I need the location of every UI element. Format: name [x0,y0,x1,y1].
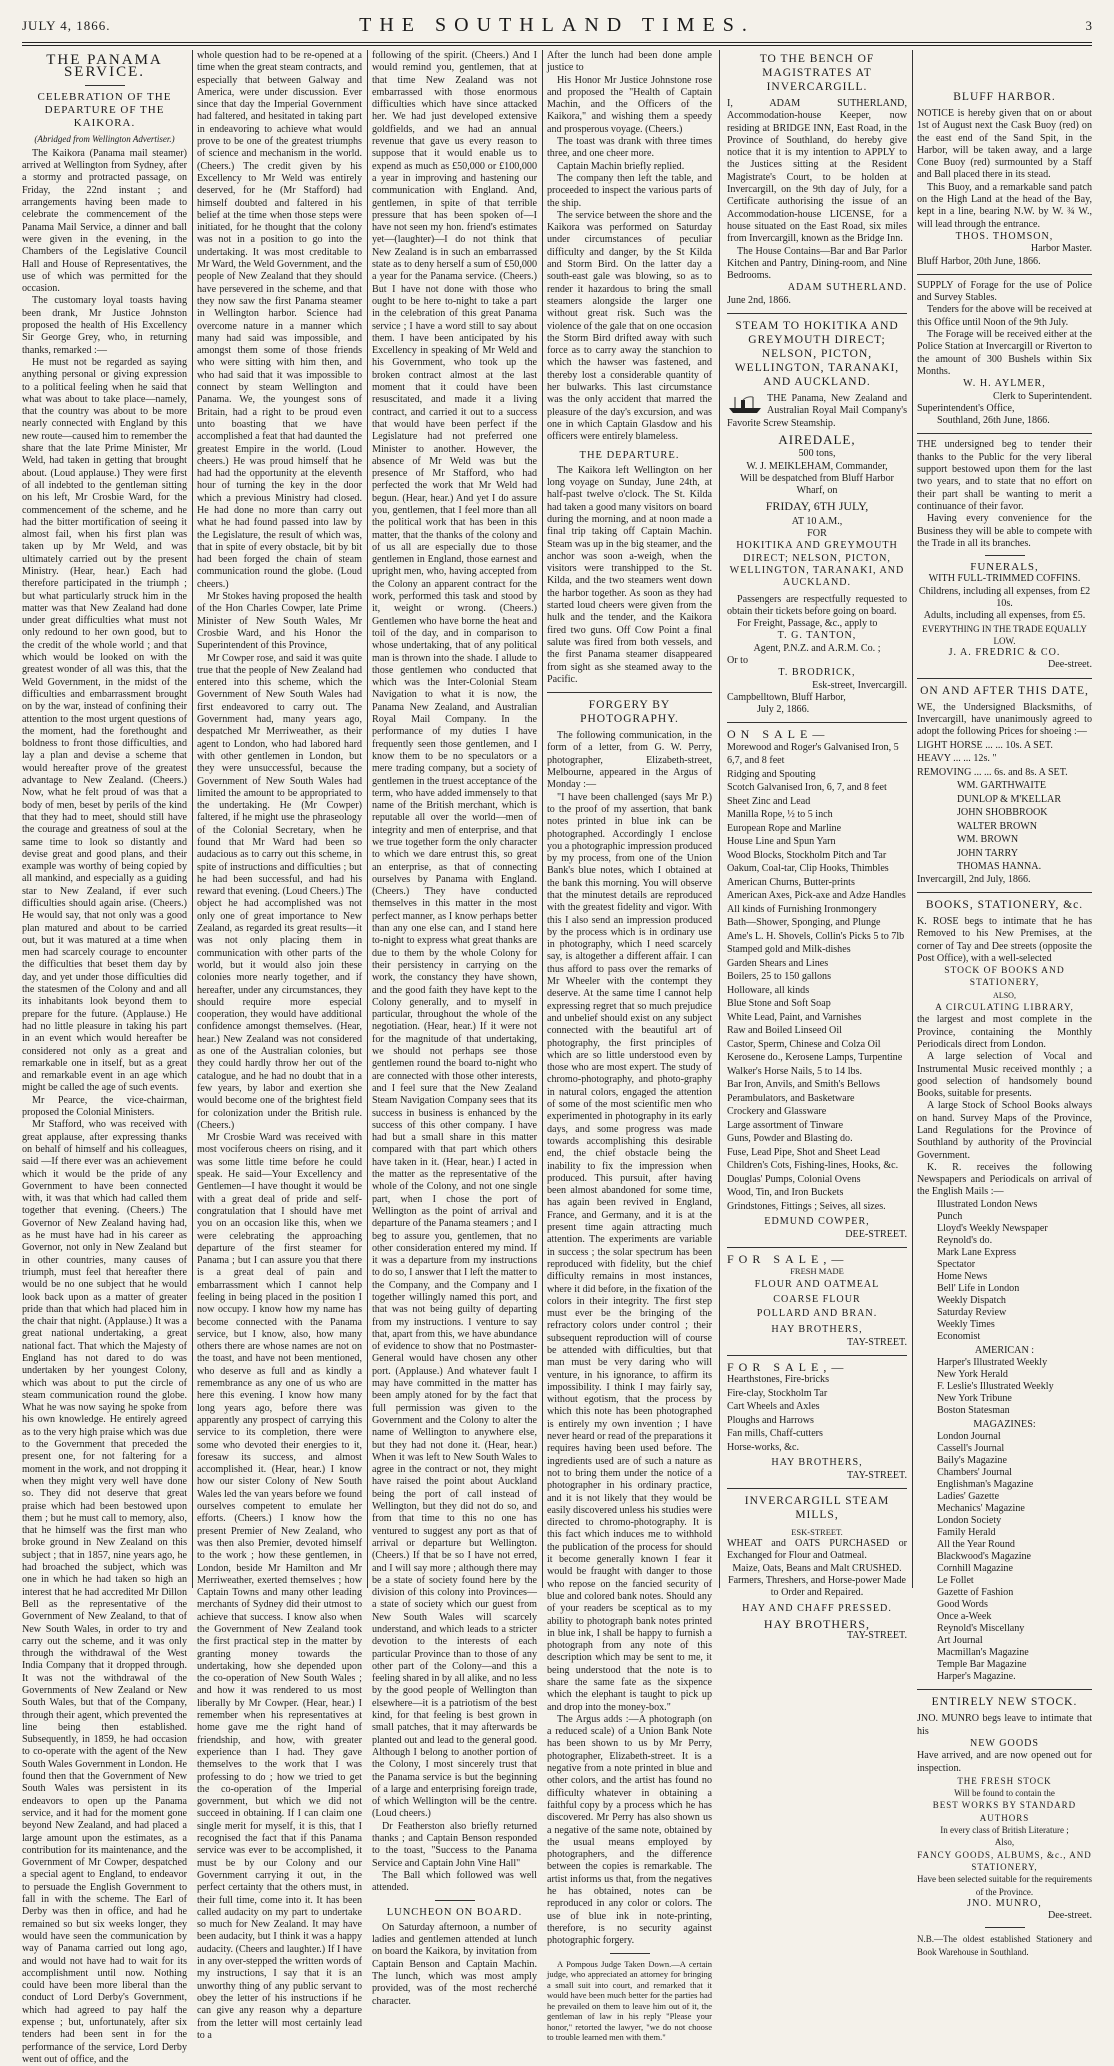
divider [985,555,1025,556]
notice-body: The House Contains—Bar and Bar Parlor Kitchen and Pantry, Dining-room, and Nine Bedrooms. [727,245,907,282]
sale-item: Boilers, 25 to 150 gallons [727,971,832,983]
article-paragraph: The Kaikora (Panama mail steamer) arrived at Wellington from Sydney, after a stormy and protracted passage, on Friday, the 22nd instant ; and arrangements having been made to celebrate the commencement of the Panama Mail Service, a dinner and ball were given in the evening, in the Chambers of the Legislative Council Hall and House of Representatives, the use of which was permitted for the occasion. [22,147,187,295]
ad-signature: HAY BROTHERS, [763,1616,871,1631]
article-paragraph: Mr Stokes having proposed the health of the Hon Charles Cowper, late Prime Minister of New South Wales, Mr Crosbie Ward, and his Honor the Superintendent of this Province, [197,591,362,652]
sale-item: Scotch Galvanised Iron, 6, 7, and 8 feet [727,782,887,794]
divider [547,692,712,693]
or-label: Or to [727,654,749,666]
ad-line: ALSO, [993,990,1016,1000]
article-paragraph: The following communication, in the form of a letter, from G. W. Perry, photographer, Elizabeth-street, Melbourne, appeared in the Argus of Monday :— [547,730,712,791]
article-paragraph: following of the spirit. (Cheers.) And I would remind you, gentlemen, that at that time New Zealand was not embarrassed with those enormous difficulties which have since attacked her. We had just developed extensive goldfields, and we had an annual revenue that gave us every reason to suppose that it would enable us to expend as much as £50,000 or £100,000 a year in improving and hastening our communication with England. And, gentlemen, in spite of that terrible pressure that has been spoken of—I have not seen my hon. friend's estimates yet—(laughter)—I do not think that New Zealand is in such an embarrassed state as to deny herself a sum of £50,000 a year for the Panama service. (Cheers.) But I have not done with those who ought to be here to-night to take a part in the celebration of this great Panama service ; I have a word still to say about them. I have been anticipated by his Excellency in speaking of Mr Weld and his Government, who took up the broken contract almost at the last moment that it could have been resuscitated, and made it a living contract, and carried it out to a success that would have been perfect if the Legislature had not preferred one Minister to another. However, the absence of Mr Weld was but the presence of Mr Stafford, who had perfected the work that Mr Weld had begun. (Hear, hear.) And yet I do assure you, gentlemen, that I feel more than all the political work that has been in this matter, that the thanks of the colony and of us all are especially due to those gentlemen in England, those earnest and upright men, who, having accepted from the Colony an apparent contract for the work, performed this task and stood by it, weight or wrong. (Cheers.) Gentlemen who have borne the heat and toil of the day, and in comparison to whose undertaking, that of any political man is thrown into the shade. I allude to those gentlemen who conducted that which was the Inter-Colonial Steam Navigation to what it is now, the Panama New Zealand, and Australian Royal Mail Company. In the performance of my duties I have frequently seen those gentlemen, and I know them to be no speculators or a mere trading company, but a society of gentlemen in the truest acceptance of the term, who have added immensely to that name of the British merchant, which is reputable all over the world—men of integrity and men of enterprise, and that we true together form the only character to which we dare entrust this, so great an enterprise, as that of connecting ourselves by Panama with England. (Cheers.) They have conducted themselves in this matter in the most perfect manner, as I know perhaps better than any one else can, and I stand here to-night to express what great thanks are due to them by the whole Colony for their persistency in carrying on the work, the constancy they have shown, and the good faith they have kept to the Colony generally, and to myself in particular, throughout the whole of the negotiation. (Hear, hear.) If it were not for the magnitude of that undertaking, we should not perhaps see those gentlemen round the board to-night who are connected with those other interests, and I feel sure that the New Zealand Steam Navigation Company sees that its success in business is enhanced by the success of this other company. I have had but a small share in this matter compared with that part which others have taken in it. (Hear, hear.) I acted in the matter as the representative of the whole of the Colony, and not one single part, when I chose the port of Wellington as the point of arrival and departure of the Panama steamers ; and I beg to assure you, gentlemen, that no other consideration entered my mind. If it was a departure from my instructions to do so, I answer that I left the matter to the Company, and the Company and I together willingly named this port, and that was not being guilty of departing from my instructions. I venture to say that, apart from this, we have abundance of evidence to show that no Postmaster-General would have chosen any other port. (Applause.) And whatever fault I may have committed in the matter has been amply atoned for by the fact that full permission was given to the Government and the Colony to alter the name of Wellington to anywhere else, but they had not done it. (Hear, hear.) When it was left to New South Wales to agree in the contract or not, they might have raised the point about Auckland being the port of call instead of Wellington, but they did not do so, and from that time to this no one has ventured to suggest any port as that of arrival or departure but Wellington. (Cheers.) If that be so I have not erred, and I will say more ; although there may be a state of society found here by the division of this colony into Provinces—a state of society which our guest from New South Wales will scarcely understand, and which leads to a stricter devotion to the interests of each particular Province than to those of any other part of the Colony—and this a feeling shared in by all alike, and no less by the good people of Wellington than elsewhere—it is a patriotism of the best kind, for that feeling is best grown in small patches, that it may afterwards be planted out and lead to the general good. Although I belong to another portion of the Colony, I most sincerely trust that the Panama service is but the beginning of a large and enterprising foreign trade, of which Wellington will be the centre. (Loud cheers.) [372,50,537,1820]
ad-address: TAY-STREET. [846,1336,907,1348]
sale-item: Ridging and Spouting [727,768,816,780]
american-paper-item: Harper's Illustrated Weekly [937,1357,1048,1369]
ad-heading: FUNERALS, [970,561,1039,574]
freight-note: For Freight, Passage, &c., apply to [737,618,878,630]
divider [727,313,907,314]
sale-item: Kerosene do., Kerosene Lamps, Turpentine [727,1052,903,1064]
sale-item: Bar Iron, Anvils, and Smith's Bellows [727,1079,880,1091]
ad-address: TAY-STREET. [846,1630,907,1642]
newspaper-title-item: Lloyd's Weekly Newspaper [937,1222,1048,1234]
sale-item: House Line and Spun Yarn [727,836,836,848]
list-heading: AMERICAN : [974,1344,1035,1356]
ad-signature: J. A. FREDRIC & CO. [948,647,1061,659]
magazine-item: Chambers' Journal [937,1467,1012,1479]
sale-item: Oakum, Coal-tar, Clip Hooks, Thimbles [727,863,889,875]
issue-date: JULY 4, 1866. [22,18,111,33]
sale-item: Large assortment of Tinware [727,1119,844,1131]
notice-body: I, ADAM SUTHERLAND, Accommodation-house Keeper, now residing at BRIDGE INN, East Road, in the Province of Southland, do hereby give notice that it is my intention to APPLY to the Justices sitting at the Resident Magistrate's Court, to be holden at Invercargill, on the 9th day of July, for a Certificate authorising the issue of an Accommodation-house LICENSE, for a house situated on the East Road, six miles from Invercargill, known as the Bridge Inn. [727,98,907,245]
ad-line: EVERYTHING IN THE TRADE EQUALLY LOW. [922,623,1087,646]
magazine-item: Mechanics' Magazine [937,1503,1025,1515]
ad-line: FANCY GOODS, ALBUMS, &c., AND STATIONERY, [917,1849,1092,1872]
magazine-item: Gazette of Fashion [937,1587,1014,1599]
notice-body: The Forage will be received either at the Police Station at Invercargill or Riverton to the amount of 300 Bushels within Six Months. [917,329,1092,377]
divider [917,678,1092,679]
sale-item: Hearthstones, Fire-bricks [727,1374,830,1386]
divider [917,433,1092,434]
ad-date: Invercargill, 2nd July, 1866. [917,873,1031,885]
newspaper-title: THE SOUTHLAND TIMES. [359,14,755,36]
destinations: HOKITIKA AND GREYMOUTH DIRECT; NELSON, PICTON, WELLINGTON, TARANAKI, AND AUCKLAND. [729,540,905,589]
newspaper-title-item: Spectator [937,1258,976,1270]
divider [610,1953,650,1954]
column-1 [22,50,187,2065]
notice-signature: THOS. THOMSON, [955,230,1054,242]
notice-place: Superintendent's Office, [917,402,1015,414]
ad-body: K. R. receives the following Newspapers and Periodicals on arrival of the English Mails :— [917,1161,1092,1198]
article-paragraph: His Honor Mr Justice Johnstone rose and proposed the "Health of Captain Machin, and the Officers of the Kaikora," and wishing them a speedy and prosperous voyage. (Cheers.) [547,74,712,135]
signatory-name: WALTER BROWN [957,820,1038,832]
newspaper-title-item: Home News [937,1270,988,1282]
signatory-list [917,779,1092,874]
newspaper-title-item: Weekly Dispatch [937,1294,1006,1306]
divider [917,274,1092,275]
magazine-item: Temple Bar Magazine [937,1659,1027,1671]
sale-item: Blue Stone and Soft Soap [727,998,831,1010]
ad-line: Childrens, including all expenses, from £2 10s. [918,585,1091,609]
for-label: FOR [807,528,827,540]
price-row: HEAVY ... ... 12s. " [917,753,997,765]
column-rule [367,50,368,1588]
divider [917,1689,1092,1690]
steamship-icon [727,395,763,415]
ad-line: NEW GOODS [969,1737,1040,1749]
ad-line: In every class of British Literature ; [940,1825,1069,1836]
agent-name: T. BRODRICK, [778,667,856,679]
price-list [917,739,1092,780]
magazine-item: Once a-Week [937,1611,992,1623]
footnote: A Pompous Judge Taken Down.—A certain judge, who appreciated an attorney for bringing a small suit into court, and remarked that it would have been much better for the parties had he prevailed on them to leave him out of it, the gentleman of law in his reply "Please your honor," retorted the lawyer, "we do not choose to trouble learned men with them." [547,1958,712,2043]
article-subheading: CELEBRATION OF THE DEPARTURE OF THE KAIKORA. [37,90,172,129]
newspaper-list [917,1199,1092,1343]
notice-heading: TO THE BENCH OF MAGISTRATES AT INVERCARGILL. [759,53,875,93]
section-heading: THE DEPARTURE. [579,449,680,461]
article-paragraph: After the lunch had been done ample justice to [547,50,712,74]
newspaper-title-item: Bell' Life in London [937,1282,1020,1294]
ad-line: Adults, including all expenses, from £5. [923,610,1086,622]
ship-tonnage: 500 tons, [798,448,836,460]
notice-body: Having every convenience for the Business they will be able to compete with the Trade in all its branches. [917,513,1092,549]
sale-item: Bath—Shower, Sponging, and Plunge [727,917,881,929]
column-rule [719,50,720,1588]
ad-date: July 2, 1866. [757,704,810,716]
article-paragraph: He must not be regarded as saying anything personal or giving expression to a political feeling when he said that what was about to take place—namely, that the country was about to be more nearly connected with England by this new route—caused him to remember the share that the late Prime Minister, Mr Weld, had taken in getting that brought about. (Loud applause.) They were first of all indebted to the gentleman sitting on his left, Mr Crosbie Ward, for the commencement of the scheme, and he had the bitter mortification of seeing it almost fail, when his first plan was taken up by Mr Weld, and was ultimately carried out by the present Ministry. (Hear, hear.) Each had therefore participated in the triumph ; but what particularly struck him in the matter was that New Zealand had done under great difficulties what must not only redound to her own good, but to the credit of the whole world ; and that which would be looked on with the greatest wonder of all was this, that the Weld Government, in the midst of the difficulties and embarrassment brought on by the war, instead of confining their attention to the most urgent questions of the moment, had the forethought and boldness to front those difficulties, and lay a plan and devise a scheme that would hereafter prove of the greatest advantage to New Zealand. (Cheers.) Now, what he felt proud of was that a body of men, beset by perils of the kind that they had to meet, should still have the courage and greatness of soul at the same time to look so distantly and devise great and good plans, and their example was worthy of being copied by all mankind, and especially as a guiding star to New Zealand, if ever such difficulties should again arise. (Cheers.) He would say, that not only was a good plan matured and about to be carried out, but it was matured at a time when men had scarcely courage to encounter the difficulties that beset them day by day, and yet under those difficulties did the statesmen of the Colony and and all its inhabitants look beyond them to prepare for the future. (Applause.) He had no little pleasure in taking his part in an event which would hereafter be considered not only as a great and remarkable one in itself, but as a great and remarkable event in an age which might be called the age of such events. [22,356,187,1094]
column-3 [372,50,537,2007]
notice-date: Southland, 26th June, 1866. [937,415,1050,427]
article-paragraph: The company then left the table, and proceeded to inspect the various parts of the ship. [547,172,712,209]
sale-item: American Churns, Butter-prints [727,876,855,888]
article-paragraph: The Ball which followed was well attended. [372,1869,537,1894]
magazine-item: Family Herald [937,1527,996,1539]
magazine-item: Englishman's Magazine [937,1479,1034,1491]
ad-line: A CIRCULATING LIBRARY, [935,1003,1074,1014]
article-paragraph: Mr Stafford, who was received with great applause, after expressing thanks on behalf of himself and his colleagues, said —If there ever was an achievement which it would be the pride of any Government to have been connected with, it was that which had called them together that evening. (Cheers.) The Governor of New Zealand having had, as he must have had in his career as Governor, not only in New Zealand but in other countries, many causes of triumph, must feel that hereafter there would be no one subject that he would look back upon as a matter of greater pride than that which had placed him in the chair that night. (Applause.) It was a great national undertaking, a great national fact. That which the Majesty of England has not dared to do was undertaken by her youngest Colony, which was about to put the circle of steam communication round the globe. What he was now saying he spoke from his own knowledge. He entirely agreed as to the very high praise which was due to the Government that preceded the present one, for not faltering for a moment in the work, and not dropping it when they might very well have done so. They did not deserve that great praise which had been bestowed upon them ; but he must call to memory, also, that he himself was the first man who broke ground in New Zealand on this subject ; that in 1857, nine years ago, he had broached the subject, which was one in which he had taken so high an interest that he had accredited Mr Dillon Bell as the representative of the Government of New Zealand, to that of New South Wales, in order to try and carry out the scheme, and it was only through the withdrawal of the West India Company that it dropped through. It was not the withdrawal of the Governments of New Zealand or New South Wales, but that of the Company, through their agent, which prevented the line being then established. Subsequently, in 1859, he had occasion to co-operate with the agent of the New South Wales Government in London. He found then that the Government of New South Wales was persistent in its endeavors to open up the Panama service, and it had for the moment gone beyond New Zealand, and had placed a large amount upon the estimates, as a contribution for its maintenance, and the Government of Mr Cowper, despatched a special agent to England, to endeavor to persuade the English Government to fall in with the scheme. The Earl of Derby was then in office, and had he remained so but six weeks longer, they would have seen the communication by way of Panama carried out long ago, and would not have had to wait for its accomplishment until now. Nothing could have been more liberal than the conduct of Lord Derby's Government, which had agreed to pay half the expense ; but, unfortunately, after six tenders had been sent in for the performance of the service, Lord Derby went out of office, and the [22,1119,187,2065]
agent-address: Esk-street, Invercargill. [812,679,907,691]
sale-item-list [727,1373,907,1454]
divider [917,892,1092,893]
article-paragraph: Mr Pearce, the vice-chairman, proposed the Colonial Ministers. [22,1094,187,1119]
column-rule [912,50,913,1588]
sale-item: Morewood and Roger's Galvanised Iron, 5 6,7, and 8 feet [727,741,899,767]
notice-date: June 2nd, 1866. [727,294,791,306]
sale-item: Guns, Powder and Blasting do. [727,1133,853,1145]
ad-body: A large Stock of School Books always on hand. Survey Maps of the Province, Land Regulations for the Province of Southland by authority of the Provincial Government. [917,1100,1092,1161]
sale-item: Cart Wheels and Axles [727,1401,820,1413]
sale-item: Wood, Tin, and Iron Buckets [727,1187,844,1199]
magazine-item: Reynold's Miscellany [937,1623,1025,1635]
article-paragraph: "I have been challenged (says Mr P.) to the proof of my assertion, that bank notes printed in blue ink can be photographed. Accordingly I enclose you a photographic impression produced by my process, from one of the Union Bank's blue notes, which I obtained at the bank this morning. You will observe that the minutest details are reproduced with the greatest fidelity and vigor. With this I also send an impression produced by the process which is in ordinary use in photography, which I need scarcely say, is altogether a different affair. I can thus afford to pass over the remarks of Mr Wheeler with the contempt they deserve. At the same time I cannot help expressing regret that so much prejudice and unbelief should exist on any subject connected with the beautiful art of photography, the first principles of which are so little understood even by those who are most expert. The study of chromo-photography, and photo-graphy in natural colors, engaged the attention of some of the most scientific men who experimented in photography in its early days, and some progress was made towards accomplishing this desirable end, the chief obstacle being the inability to fix the impression when produced. This pursuit, after having been almost abandoned for some time, has again been revived in England, France, and Germany, and it is at the present time again attracting much attention. The experiments are variable in success ; the solar spectrum has been reproduced with fidelity, but the chief difficulty remains in most instances, where it did before, in the fixation of the colors in their integrity. The first step must ever be the bringing of the refractory colors under control ; their subsequent reproduction will of course be attended with difficulties, but that man must be very daring who will venture, in his ignorance, to affirm its impossibility. I think I may fairly say, without egotism, that the process by which this note has been photographed is entirely my own invention ; I have never heard or read of the preparations it requires having been used before. The ingredients used are of such a nature as not to bring them under the notice of a photographer in his ordinary practice, and it is not likely that they would be easily discovered unless his studies were directed to chromo-photography. It is this fact which induces me to withhold the publication of the process for should it become generally known I fear it would be fraught with danger to those who repose on the fancied security of blue and colored bank notes. Should any of your readers be sceptical as to my ability to photograph bank notes printed in blue ink, I shall be happy to furnish a photograph from any note of this description which may be sent to me, it being understood that the note is to share the same fate as the sixpence which the elephant is taught to pick up and drop into the money-box." [547,791,712,1713]
column-2 [197,50,362,2041]
ad-line: Will be found to contain the [954,1788,1055,1799]
steamer-intro: THE Panama, New Zealand and Australian Royal Mail Company's Favorite Screw Steamship. [727,393,907,429]
article-paragraph: The Argus adds :—A photograph (on a reduced scale) of a Union Bank Note has been shown to us by Mr Perry, photographer, Elizabeth-street. It is a negative from a note printed in blue and other colors, and the artist has found no difficulty whatever in obtaining a faithful copy by a process which he has discovered. Mr Perry has also shown us a negative of the same note, obtained by the usual means employed by photographers, and the difference between the copies is remarkable. The artist informs us that, from the negatives he has obtained, notes can be reproduced in any color or colors. The use of blue ink in note-printing, therefore, is no security against photographic forgery. [547,1713,712,1947]
divider [985,1927,1025,1928]
sale-heading: FOR SALE,— [727,1359,849,1374]
signatory-name: JOHN SHOBBROOK [957,807,1048,819]
magazine-item: London Society [937,1515,1002,1527]
signatory-name: WM. GARTHWAITE [957,780,1047,792]
notice-title: Harbor Master. [1030,243,1092,255]
sale-sub: FRESH MADE [790,1266,844,1277]
sale-item: Garden Shears and Lines [727,957,829,969]
notice-date: Bluff Harbor, 20th June, 1866. [917,255,1041,267]
ad-line: THE FRESH STOCK [957,1775,1052,1786]
ad-signature: HAY BROTHERS, [771,1324,863,1336]
sale-item: Sheet Zinc and Lead [727,795,811,807]
notice-signature: W. H. AYLMER, [963,378,1046,390]
agent-name: T. G. TANTON, [777,630,857,642]
ad-place: Campbelltown, Bluff Harbor, [727,691,846,703]
ship-name: AIREDALE, [778,431,856,447]
divider [727,1247,907,1248]
ad-address: TAY-STREET. [846,1469,907,1481]
article-paragraph: On Saturday afternoon, a number of ladies and gentlemen attended at lunch on board the Kaikora, by invitation from Captain Benson and Captain Machin. The lunch, which was most amply provided, was of the most recherché character. [372,1921,537,2007]
signatory-name: JOHN TARRY [957,847,1018,859]
ad-signature: EDMUND COWPER, [764,1216,870,1228]
sale-line: POLLARD AND BRAN. [756,1308,878,1320]
ad-line: BEST WORKS BY STANDARD AUTHORS [932,1800,1077,1823]
ad-heading: ON AND AFTER THIS DATE, [920,684,1089,697]
newspaper-title-item: Illustrated London News [937,1198,1038,1210]
notice-heading: BLUFF HARBOR. [953,91,1056,103]
article-paragraph: The toast was drank with three times three, and one cheer more. [547,136,712,160]
sale-heading: FOR SALE,— [727,1251,849,1266]
ad-address: DEE-STREET. [845,1228,907,1240]
sale-item: Fan mills, Chaff-cutters [727,1428,823,1440]
american-paper-item: Boston Statesman [937,1405,1010,1417]
divider [435,1900,475,1901]
newspaper-title-item: Mark Lane Express [937,1246,1017,1258]
divider [727,1355,907,1356]
article-paragraph: whole question had to be re-opened at a time when the great steam contracts, and especially that between Galway and America, were under discussion. Ever since that day the Imperial Government had faltered, and hesitated in taking part in endeavoring to achieve what would prove to be one of the greatest triumphs of science and mechanism in the world. (Cheers.) The credit given by his Excellency to Mr Weld was entirely deserved, for he (Mr Stafford) had himself doubted and faltered in his belief at the time when those steps were initiated, for he thought that the colony was not in a position to go into the undertaking. It was most creditable to Mr Ward, the Weld Government, and the people of New Zealand that they should have persevered in the scheme, and that they now saw the first Panama steamer in Wellington harbor. Science had overcome nature in a manner which many had said was impossible, and amongst them some of those friends who were sitting with him then, and who had said that it was impossible to connect by steam Wellington and Panama. We, the youngest sons of Britain, had a right to be proud even unto boasting that we have accomplished a feat that had daunted the greatest Empire in the world. (Loud cheers.) He was proud himself that he had had the opportunity at the eleventh hour of turning the key in the door which a previous Ministry had closed. He had done no more than carry out what he had found passed into law by the Legislature, the result of which was, that in spite of every obstacle, bit by bit had been forged the chain of steam communication round the globe. (Loud cheers.) [197,50,362,590]
notice-body: THE undersigned beg to tender their thanks to the Public for the very liberal support bestowed upon them for the last two years, and to state that no effort on their part shall be wanting to merit a continuance of their favor. [917,439,1092,512]
american-paper-item: New York Tribune [937,1393,1012,1405]
newspaper-title-item: Punch [937,1210,963,1222]
newspaper-title-item: Economist [937,1330,981,1342]
sale-item: Wood Blocks, Stockholm Pitch and Tar [727,849,887,861]
article-paragraph: Mr Cowper rose, and said it was quite true that the people of New Zealand had entered into this scheme, which the Government of New South Wales had first endeavored to carry out. The Government had, many years ago, despatched Mr Merriweather, as their agent to London, who had labored hard with other gentlemen in London, but they were unsuccessful, because the Government of New South Wales had limited the amount to be appropriated to the undertaking. He (Mr Cowper) faltered, if he might use the phraseology of the Colonial Secretary, when he found that Mr Ward had been so audacious as to carry out this scheme, in spite of instructions and difficulties ; but he had been successful, and had his reward that evening. (Loud Cheers.) The object he had accomplished was not only one of great importance to New Zealand, as regarded its great results—it was not only placing them in communication with other parts of the world, but it would also join these colonies more nearly together, and if hereafter, under any circumstances, they should require more especial cooperation, they would have additional confidence amongst themselves. (Hear, hear.) New Zealand was not considered as one of the Australian colonies, but they could hardly throw her out of the catalogue, and he had no doubt that in a few years, by labor and exertion she would become one of the brightest field for colonization under the British rule. (Cheers.) [197,652,362,1131]
sale-item: Holloware, all kinds [727,984,810,996]
sale-line: COARSE FLOUR [773,1293,861,1305]
ship-commander: W. J. MEIKLEHAM, Commander, [746,460,888,472]
sale-item: American Axes, Pick-axe and Adze Handles [727,890,906,902]
sale-item: Perambulators, and Basketware [727,1092,855,1104]
sale-item: Castor, Sperm, Chinese and Colza Oil [727,1038,881,1050]
signatory-name: THOMAS HANNA. [957,861,1042,873]
ad-body: Have been selected suitable for the requirements of the Province. [917,1874,1092,1897]
mills-body: WHEAT and OATS PURCHASED or Exchanged for Flour and Oatmeal. [727,1538,907,1562]
passenger-note: Passengers are respectfully requested to obtain their tickets before going on board. [727,593,907,617]
divider [727,722,907,723]
ad-body: JNO. MUNRO begs leave to intimate that his [917,1713,1092,1737]
ad-body: Have arrived, and are now opened out for inspection. [917,1750,1092,1774]
column-6 [917,50,1092,1957]
notice-title: Clerk to Superintendent. [993,390,1092,402]
masthead [22,12,1092,43]
magazine-item: London Journal [937,1431,1001,1443]
despatch-note: Will be despatched from Bluff Harbor Wharf, on [740,472,894,497]
magazine-list [917,1431,1092,1683]
article-paragraph: The Kaikora left Wellington on her long voyage on Sunday, June 24th, at half-past twelve o'clock. The St. Kilda had taken a good many visitors on board during the morning, and at noon made a final trip taking off Captain Machin. Steam was up in the big steamer, and the anchor was soon a-weigh, when the visitors were transhipped to the St. Kilda, and the two steamers went down the harbor together. As soon as they had started loud cheers were given from the hulk and the tender, and the Kaikora fired two guns. Off Cow Point a final salute was fired from both vessels, and the first Panama steamer disappeared from sight as she steamed away to the Pacific. [547,464,712,685]
magazine-item: Macmillan's Magazine [937,1647,1029,1659]
sale-item-list [727,741,907,1214]
page-number: 3 [1085,18,1092,33]
magazine-item: Ladies' Gazette [937,1491,1000,1503]
sale-heading: ON SALE— [727,727,830,742]
newspaper-title-item: Saturday Review [937,1306,1007,1318]
american-list [917,1357,1092,1417]
newspaper-title-item: Weekly Times [937,1318,995,1330]
price-row: LIGHT HORSE ... ... 10s. A SET. [917,739,1053,751]
article-paragraph: Captain Machin briefly replied. [557,160,685,172]
ad-body: K. ROSE begs to intimate that he has Removed to his New Premises, at the corner of Tay and Dee streets (opposite the Post Office), with a well-selected [917,915,1092,964]
notice-body: NOTICE is hereby given that on or about 1st of August next the Cask Buoy (red) on the east end of the Sand Spit, in the Harbor, will be taken away, and a large Cone Buoy (red) surmounted by a Staff and Ball placed there in its stead. [917,108,1092,181]
column-rule [542,50,543,1588]
sale-item: Raw and Boiled Linseed Oil [727,1025,842,1037]
magazine-item: Good Words [937,1599,988,1611]
notice-body: This Buoy, and a remarkable sand patch on the High Land at the head of the Bay, kept in a line, bearing N.W. by W. ¾ W., will lead through the entrance. [917,181,1092,230]
magazine-item: Baily's Magazine [937,1455,1007,1467]
sale-item: Fire-clay, Stockholm Tar [727,1387,828,1399]
column-rule [192,50,193,1588]
mills-heading: INVERCARGILL STEAM MILLS, [744,1494,890,1521]
price-row: REMOVING ... ... 6s. and 8s. A SET. [917,766,1068,778]
sale-item: Ploughs and Harrows [727,1414,814,1426]
sailing-day: FRIDAY, 6TH JULY, [765,499,869,514]
ad-line: Also, [994,1837,1015,1848]
section-heading: FORGERY BY PHOTOGRAPHY. [580,699,679,726]
sale-item: Fuse, Lead Pipe, Shot and Sheet Lead [727,1146,881,1158]
sale-item: Walker's Horse Nails, 5 to 14 lbs. [727,1065,863,1077]
magazine-item: Le Follet [937,1575,974,1587]
ad-heading: BOOKS, STATIONERY, &c. [925,898,1084,911]
sale-item: Douglas' Pumps, Colonial Ovens [727,1173,861,1185]
column-4 [547,50,712,2043]
ad-signature: JNO. MUNRO, [967,1897,1042,1909]
article-headline: THE PANAMA SERVICE. [46,52,163,81]
ad-body: WE, the Undersigned Blacksmiths, of Invercargill, have unanimously agreed to adopt the following Prices for shoeing :— [917,701,1092,738]
divider [85,85,125,86]
magazine-item: Blackwood's Magazine [937,1551,1032,1563]
sale-item: Crockery and Glassware [727,1106,827,1118]
agent-title: Agent, P.N.Z. and A.R.M. Co. ; [753,642,881,654]
article-paragraph: Dr Featherston also briefly returned thanks ; and Captain Benson responded to the toast, "Success to the Panama Service and Captain John Vine Hall" [372,1820,537,1869]
section-heading: LUNCHEON ON BOARD. [386,1906,523,1918]
mills-body: Maize, Oats, Beans and Malt CRUSHED. [732,1562,902,1574]
sale-item: All kinds of Furnishing Ironmongery [727,903,877,915]
signatory-name: DUNLOP & M'KELLAR [957,793,1062,805]
article-paragraph: The customary loyal toasts having been drank, Mr Justice Johnston proposed the health of His Excellency Sir George Grey, who, in returning thanks, remarked :— [22,295,187,356]
sale-item: Grindstones, Fittings ; Seives, all sizes. [727,1200,886,1212]
magazine-item: Cassell's Journal [937,1443,1005,1455]
sale-item: White Lead, Paint, and Varnishes [727,1011,862,1023]
magazine-item: Harper's Magazine. [937,1671,1016,1683]
magazine-item: Art Journal [937,1635,983,1647]
sale-item: Stamped gold and Milk-dishes [727,944,851,956]
ad-note: N.B.—The oldest established Stationery and Book Warehouse in Southland. [917,1934,1092,1957]
notice-body: Tenders for the above will be received at this Office until Noon of the 9th July. [917,304,1092,328]
ad-signature: HAY BROTHERS, [771,1457,863,1469]
article-paragraph: The service between the shore and the Kaikora was performed on Saturday under circumstances of peculiar difficulty and danger, by the St Kilda and Storm Bird. On the latter day a south-east gale was blowing, so as to render it hazardous to bring the small steamers alongside the larger one without great risk. Such was the violence of the gale that on one occasion the Storm Bird drifted away with such force as to carry away the stanchion to which the hawser was fastened, and thereby lost a considerable quantity of her bulwarks. This last circumstance was the only accident that marred the pleasure of the day's excursion, and was one in which Captain Glasdow and his officers were entirely blameless. [547,209,712,443]
steamer-ad-heading: STEAM TO HOKITIKA AND GREYMOUTH DIRECT; NELSON, PICTON, WELLINGTON, TARANAKI, AND AUCKLAND. [734,320,900,389]
sale-line: FLOUR AND OATMEAL [754,1279,880,1291]
sale-item: Children's Cots, Fishing-lines, Hooks, &c. [727,1160,899,1172]
american-paper-item: F. Leslie's Illustrated Weekly [937,1381,1054,1393]
sale-item: Horse-works, &c. [727,1441,800,1453]
ad-line: WITH FULL-TRIMMED COFFINS. [928,573,1081,585]
ad-address: Dee-street. [1048,659,1092,671]
column-5 [727,50,907,1642]
signatory-name: WM. BROWN [957,834,1019,846]
ad-heading: ENTIRELY NEW STOCK. [931,1696,1078,1709]
magazine-item: Cornhill Magazine [937,1563,1013,1575]
ad-body: A large selection of Vocal and Instrumental Music received monthly ; a good selection of handsomely bound Books, suitable for presents. [917,1051,1092,1100]
american-paper-item: New York Herald [937,1369,1008,1381]
divider [727,1488,907,1489]
notice-body: SUPPLY of Forage for the use of Police and Survey Stables. [917,279,1092,304]
sale-item: European Rope and Marline [727,822,842,834]
masthead-rule [22,45,1092,46]
newspaper-title-item: Reynold's do. [937,1234,993,1246]
sale-item: Ame's L. H. Shovels, Collin's Picks 5 to 7lb [727,930,905,942]
magazine-item: All the Year Round [937,1539,1015,1551]
sailing-time: AT 10 A.M., [791,515,843,527]
mills-body: HAY AND CHAFF PRESSED. [742,1602,892,1614]
ad-address: Dee-street. [1048,1910,1092,1922]
sale-item: Manilla Rope, ½ to 5 inch [727,809,833,821]
mills-address: ESK-STREET. [791,1526,843,1537]
ad-body: the largest and most complete in the Province, containing the Monthly Periodicals direct from London. [917,1014,1092,1050]
article-source: (Abridged from Wellington Advertiser.) [34,133,175,144]
ad-line: STOCK OF BOOKS AND STATIONERY, [944,966,1065,989]
mills-body: Farmers, Threshers, and Horse-power Made to Order and Repaired. [727,1575,907,1599]
article-paragraph: Mr Crosbie Ward was received with most vociferous cheers on rising, and it was some little time before he could speak. He said—Your Excellency and Gentlemen—I have thought it would be with a great deal of pride and self-congratulation that I should have met you on an occasion like this, when we were celebrating the approaching departure of the first steamer for Panama ; but I can assure you that there is a great deal of pain and embarrassment which I cannot help feeling in being placed in the position I now occupy. I know how my name has become connected with the Panama service, but I know, also, how many others there are whose names are not on the toast, and have not been mentioned, who deserve as full and as kindly a remembrance as any one of us who are here this evening. I know how many long years ago, before there was apparently any prospect of carrying this service to its completion, there were some who devoted their energies to it, foresaw its success, and almost accomplished it. (Hear, hear.) I know how our sister Colony of New South Wales led the van years before we found ourselves competent to emulate her efforts. (Cheers.) I know how the present Premier of New Zealand, who was then also Premier, devoted himself to the work ; how these gentlemen, in London, beside Mr Hamilton and Mr Merriweather, exerted themselves ; how Captain Towns and many other leading merchants of Sydney did their utmost to achieve that success. I know also when the Government of New Zealand took the first practical step in the matter by granting money towards the undertaking, how she depended upon the co-operation of New South Wales ; and how it was rendered to us most liberally by Mr Cowper. (Hear, hear.) I remember when his representatives at home gave me the right hand of friendship, and how, with greater experience than I had. They gave themselves to the work that I was professing to do ; how we tried to get the co-operation of the Imperial government, but which we did not succeed in obtaining. If I can claim one single merit for myself, it is this, that I recognised the fact that if this Panama service was ever to be accomplished, it must be by our Colony and our Government carrying it out, in the perfect certainty that the others must, in their full time, come into it. It has been called audacity on my part to undertake so much for New Zealand. It may have been audacity, but I think it was a happy audacity. (Cheers and laughter.) If I have in any over-stepped the written words of my instructions, I say that it is an unworthy thing of any public servant to obey the letter of his instructions if he can give any reason why a departure from the letter will most certainly lead to a [197,1132,362,2041]
list-heading: MAGAZINES: [973,1419,1036,1431]
notice-signature: ADAM SUTHERLAND. [787,282,907,294]
